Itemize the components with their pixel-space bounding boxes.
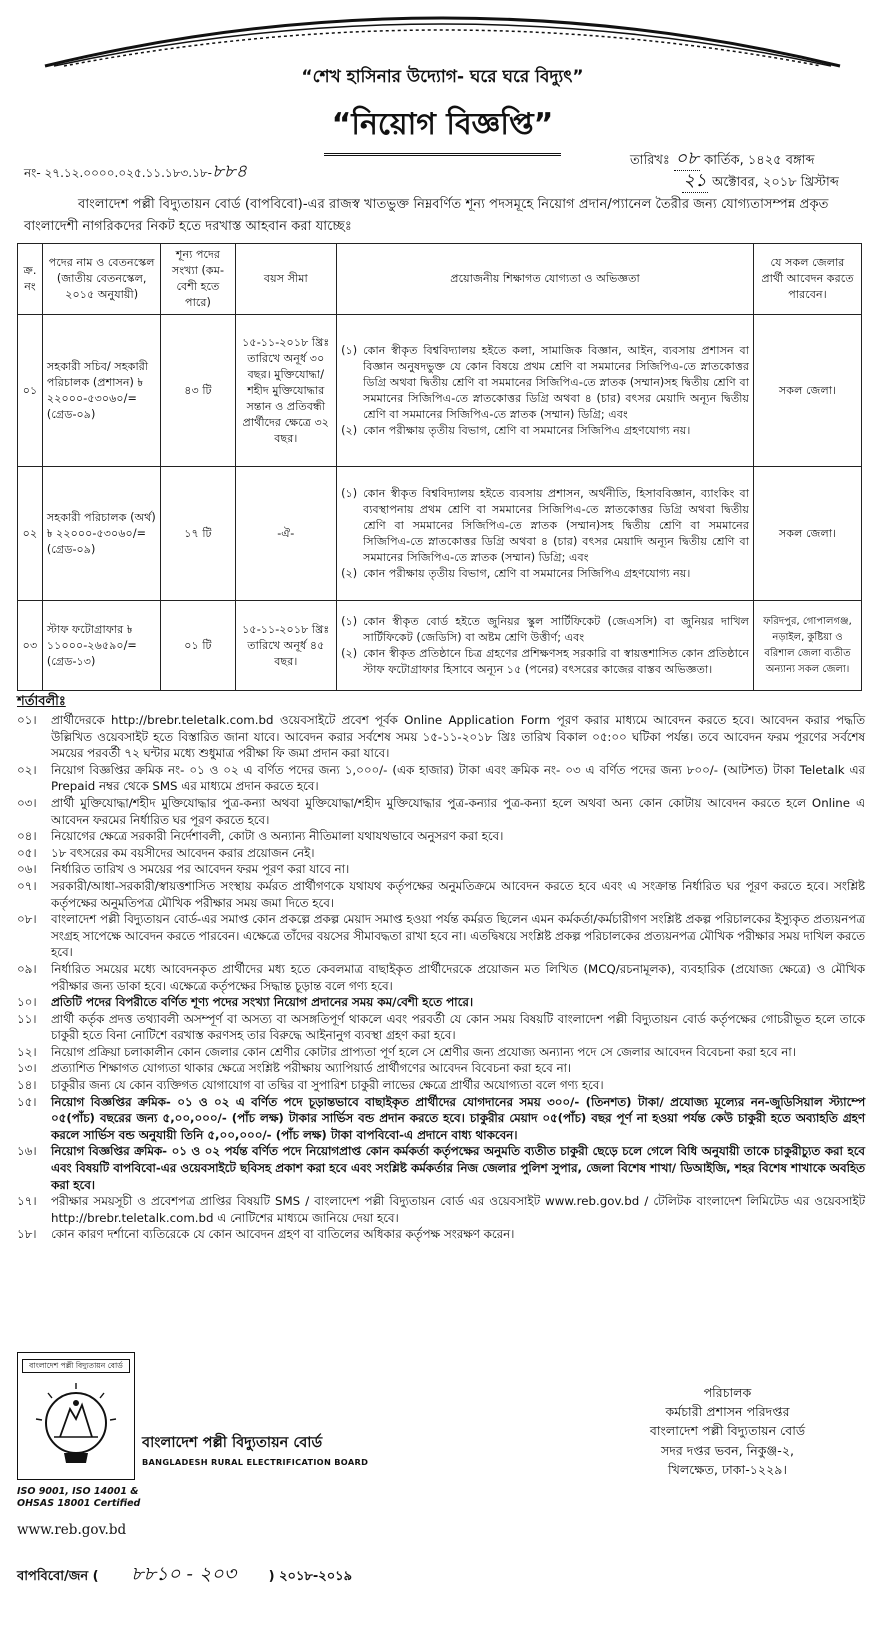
req-number: (১) [341, 343, 358, 357]
list-item [17, 828, 865, 845]
term-text: প্রার্থীদেরকে http://brebr.teletalk.com.bd ওয়েবসাইটে প্রবেশ পূর্বক Online Application Form পূরণ করার মাধ্যমে আবেদন করতে হবে। আবেদন করার পদ্ধতি উল্লিখিত ওয়েবসাইট হতে বিস্তারিত জানা যাবে। আবেদন করার সর্বশেষ সময় ১৫-১১-২০১৮ খ্রিঃ তারিখ বিকাল ০৫:০০ ঘটিকা পর্যন্ত। তবে আবেদন ফরম পূরণের সর্বশেষ সময়ের পরবর্তী ৭২ ঘন্টার মধ্যে শুধুমাত্র পরীক্ষা ফি জমা প্রদান করা যাবে। [51, 713, 865, 761]
logo-label: বাংলাদেশ পল্লী বিদ্যুতায়ন বোর্ড [22, 1359, 130, 1373]
list-item [17, 1060, 865, 1077]
list-item [17, 911, 865, 961]
term-number: ১৭। [17, 1194, 37, 1209]
list-item [17, 845, 865, 862]
term-text: কোন কারণ দর্শানো ব্যতিরেকে যে কোন আবেদন গ্রহণ বা বাতিলের অধিকার কর্তৃপক্ষ সংরক্ষণ করেন। [51, 1227, 515, 1242]
org-name-english: BANGLADESH RURAL ELECTRIFICATION BOARD [142, 1457, 369, 1467]
req-text: কোন স্বীকৃত বিশ্ববিদ্যালয় হইতে কলা, সামাজিক বিজ্ঞান, আইন, ব্যবসায় প্রশাসন বা বিজ্ঞান অনুষদভুক্ত যে কোন বিষয়ে প্রথম শ্রেণি বা সমমানের সিজিপিএ-তে স্নাতকোত্তর ডিগ্রি অথবা দ্বিতীয় শ্রেণি বা সমমানের সিজিপিএ-তে স্নাতক (সম্মান)সহ দ্বিতীয় শ্রেণি বা সমমানের সিজিপিএ-তে স্নাতকোত্তর ডিগ্রি অথবা ৪ (চার) বৎসর মেয়াদি অন্যূন দ্বিতীয় শ্রেণি বা সমমানের সিজিপিএ-তে স্নাতক (সম্মান) ডিগ্রি; এবং [363, 343, 750, 421]
header-districts: যে সকল জেলার প্রার্থী আবেদন করতে পারবেন। [754, 244, 862, 315]
bottom-reference [17, 1560, 352, 1592]
term-number: ০৬। [17, 862, 37, 877]
row-districts: ফরিদপুর, গোপালগঞ্জ, নড়াইল, কুষ্টিয়া ও বরিশাল জেলা ব্যতীত অন্যান্য সকল জেলা। [754, 601, 862, 691]
term-number: ০২। [17, 762, 37, 777]
list-item [17, 1193, 865, 1226]
list-item [17, 878, 865, 911]
list-item [17, 712, 865, 762]
list-item [17, 994, 865, 1011]
bulb-logo-icon [30, 1379, 122, 1471]
row-requirements [337, 467, 754, 601]
req-text: কোন পরীক্ষায় তৃতীয় বিভাগ, শ্রেণি বা সমমানের সিজিপিএ গ্রহণযোগ্য নয়। [363, 566, 691, 580]
term-text: প্রার্থী মুক্তিযোদ্ধা/শহীদ মুক্তিযোদ্ধার পুত্র-কন্যা অথবা মুক্তিযোদ্ধা/শহীদ মুক্তিযোদ্ধার পুত্র-কন্যার পুত্র-কন্যা হলে অথবা অন্য কোন কোটায় আবেদন করতে হলে Online এ আবেদন ফরমের নির্ধারিত ঘর পূরণ করতে হবে। [51, 795, 865, 827]
decorative-arch-border [40, 0, 845, 70]
page-title: “নিয়োগ বিজ্ঞপ্তি” [324, 100, 562, 156]
term-number: ০৫। [17, 845, 37, 860]
term-text: নিয়োগ বিজ্ঞপ্তির ক্রমিক- ০১ ও ০২ পর্যন্ত বর্ণিত পদে নিয়োগপ্রাপ্ত কোন কর্মকর্তা কর্তৃপক্ষের অনুমতি ব্যতীত চাকুরী ছেড়ে চলে গেলে বিধি অনুযায়ী তাকে চাকুরীচ্যুত করা হবে এবং বিষয়টি বাপবিবো-এর ওয়েবসাইটে ছবিসহ প্রকাশ করা হবে এবং সংশ্লিষ্ট কর্মকর্তার নিজ জেলার পুলিশ সুপার, জেলা বিশেষ শাখা/ ডিআইজি, শহর বিশেষ শাখাকে অবহিত করা হবে। [51, 1144, 865, 1192]
header-post: পদের নাম ও বেতনস্কেল (জাতীয় বেতনস্কেল, ২০১৫ অনুযায়ী) [42, 244, 161, 315]
signatory-address-1: সদর দপ্তর ভবন, নিকুঞ্জ-২, [660, 1442, 795, 1458]
term-number: ১৪। [17, 1078, 37, 1093]
req-text: কোন স্বীকৃত বোর্ড হইতে জুনিয়র স্কুল সার্টিফিকেট (জেএসসি) বা জুনিয়র দাখিল সার্টিফিকেট (জেডিসি) বা অষ্টম শ্রেণি উত্তীর্ণ; এবং [363, 614, 750, 644]
row-districts: সকল জেলা। [754, 467, 862, 601]
term-text: প্রত্যাশিত শিক্ষাগত যোগ্যতা থাকার ক্ষেত্রে সংশ্লিষ্ট পরীক্ষায় অ্যাপিয়ার্ড প্রার্থীগণের আবেদন বিবেচনা করা হবে না। [51, 1061, 572, 1076]
term-text: সরকারী/আধা-সরকারী/স্বায়ত্তশাসিত সংস্থায় কর্মরত প্রার্থীগণকে যথাযথ কর্তৃপক্ষের অনুমতিক্রমে আবেদন করতে হবে এবং এ সংক্রান্ত নির্ধারিত ঘর পূরণ করতে হবে। সংশ্লিষ্ট কর্তৃপক্ষের অনুমতিপত্র মৌখিক পরীক্ষার সময় জমা দিতে হবে। [51, 878, 865, 910]
term-number: ১৩। [17, 1061, 37, 1076]
list-item [17, 861, 865, 878]
term-number: ১১। [17, 1011, 37, 1026]
term-text: নির্ধারিত তারিখ ও সময়ের পর আবেদন ফরম পূরণ করা যাবে না। [51, 862, 350, 877]
term-text: নিয়োগ বিজ্ঞপ্তির ক্রমিক নং- ০১ ও ০২ এ বর্ণিত পদের জন্য ১,০০০/- (এক হাজার) টাকা এবং ক্রমিক নং- ০৩ এ বর্ণিত পদের জন্য ৮০০/- (আটশত) টাকা Teletalk এর Prepaid নম্বর থেকে SMS এর মাধ্যমে প্রদান করতে হবে। [51, 762, 865, 794]
req-number: (২) [341, 566, 358, 580]
term-number: ১২। [17, 1044, 37, 1059]
term-text: নিয়োগ বিজ্ঞপ্তির ক্রমিক- ০১ ও ০২ এ বর্ণিত পদে চূড়ান্তভাবে বাছাইকৃত প্রার্থীদের যোগদানের সময় ৩০০/- (তিনশত) টাকা/ প্রযোজ্য মূল্যের নন-জুডিসিয়াল স্ট্যাম্পে ০৫(পাঁচ) বছরের জন্য ৫,০০,০০০/- (পাঁচ লক্ষ) টাকার সার্ভিস বন্ড প্রদান করতে হবে। চাকুরীর মেয়াদ ০৫(পাঁচ) বছর পূর্ণ না হওয়া পর্যন্ত কেউ চাকুরী হতে অব্যাহতি গ্রহণ করলে সার্ভিস বন্ড অনুযায়ী তিনি ৫,০০,০০০/- (পাঁচ লক্ষ) টাকা বাপবিবো-এ প্রদানে বাধ্য থাকবেন। [51, 1094, 865, 1142]
row-post: সহকারী পরিচালক (অর্থ) ৳ ২২০০০-৫৩০৬০/= (গ্রেড-০৯) [42, 467, 161, 601]
row-serial: ০৩ [18, 601, 43, 691]
req-number: (১) [341, 614, 358, 628]
term-number: ১০। [17, 995, 37, 1010]
row-count: ১৭ টি [161, 467, 235, 601]
req-number: (২) [341, 646, 358, 660]
website-url: www.reb.gov.bd [17, 1522, 127, 1538]
term-number: ০৭। [17, 878, 37, 893]
date-block [630, 148, 839, 192]
req-number: (১) [341, 486, 358, 500]
term-text: বাংলাদেশ পল্লী বিদ্যুতায়ন বোর্ড-এর সমাপ্ত কোন প্রকল্পে প্রকল্প মেয়াদ সমাপ্ত হওয়া পর্যন্ত কর্মরত ছিলেন এমন কর্মকর্তা/কর্মচারীগণ সংশ্লিষ্ট প্রকল্প পরিচালকের ইস্যুকৃত প্রত্যয়নপত্র সংগ্রহ সাপেক্ষে আবেদন করতে পারবেন। এক্ষেত্রে তাঁদের বয়সের সীমাবদ্ধতা রাখা হবে না। এতদ্বিষয়ে সংশ্লিষ্ট প্রকল্প পরিচালকের প্রত্যয়নপত্র মৌখিক পরীক্ষার সময় দাখিল করতে হবে। [51, 912, 866, 960]
signature-block [610, 1383, 845, 1479]
bottom-ref-handwritten: ৮৮১০ - ২০৩ [131, 1563, 237, 1585]
list-item [17, 1143, 865, 1193]
term-number: ১৮। [17, 1227, 37, 1242]
bottom-ref-suffix: ) ২০১৮-২০১৯ [268, 1569, 353, 1584]
row-age: ১৫-১১-২০১৮ খ্রিঃ তারিখে অনূর্ধ ৩০ বছর। মুক্তিযোদ্ধা/ শহীদ মুক্তিযোদ্ধার সন্তান ও প্রতিবন্ধী প্রার্থীদের ক্ষেত্রে ৩২ বছর। [235, 315, 337, 467]
list-item [17, 1094, 865, 1144]
row-age: ১৫-১১-২০১৮ খ্রিঃ তারিখে অনূর্ধ ৪৫ বছর। [235, 601, 337, 691]
date-en-rest: অক্টোবর, ২০১৮ খ্রিস্টাব্দ [712, 175, 839, 190]
list-item [17, 795, 865, 828]
table-row [18, 467, 862, 601]
terms-list [17, 712, 865, 1243]
term-text: চাকুরীর জন্য যে কোন ব্যক্তিগত যোগাযোগ বা তদ্বির বা সুপারিশ চাকুরী লাভের ক্ষেত্রে প্রার্থীর অযোগ্যতা বলে গণ্য হবে। [51, 1078, 604, 1093]
row-requirements [337, 315, 754, 467]
signatory-address-2: খিলক্ষেত, ঢাকা-১২২৯। [668, 1461, 787, 1477]
list-item [17, 1077, 865, 1094]
term-number: ০৮। [17, 912, 37, 927]
term-text: প্রতিটি পদের বিপরীতে বর্ণিত শূণ্য পদের সংখ্যা নিয়োগ প্রদানের সময় কম/বেশী হতে পারে। [51, 995, 474, 1010]
term-text: প্রার্থী কর্তৃক প্রদত্ত তথ্যাবলী অসম্পূর্ণ বা অসত্য বা অসঙ্গতিপূর্ণ থাকলে এবং পরবর্তী যে কোন সময় বিষয়টি বাংলাদেশ পল্লী বিদ্যুতায়ন বোর্ড কর্তৃপক্ষের গোচরীভূত হলে তাকে চাকুরী হতে বিনা নোটিশে বরখাস্ত করণসহ তার বিরুদ্ধে আইনানুগ ব্যবস্থা গ্রহণ করা হবে। [51, 1011, 865, 1043]
row-age: -ঐ- [235, 467, 337, 601]
signatory-dept: কর্মচারী প্রশাসন পরিদপ্তর [665, 1404, 790, 1420]
row-post: স্টাফ ফটোগ্রাফার ৳ ১১০০০-২৬৫৯০/= (গ্রেড-১৩) [42, 601, 161, 691]
row-serial: ০২ [18, 467, 43, 601]
req-text: কোন স্বীকৃত প্রতিষ্ঠানে চিত্র গ্রহণের প্রশিক্ষণসহ সরকারি বা স্বায়ত্তশাসিত কোন প্রতিষ্ঠানে স্টাফ ফটোগ্রাফার হিসাবে অন্যূন ১৫ (পনের) বৎসরের কাজের বাস্তব অভিজ্ঞতা। [363, 646, 750, 676]
term-text: নিয়োগ প্রক্রিয়া চলাকালীন কোন জেলার কোন শ্রেণীর কোটার প্রাপ্যতা পূর্ণ হলে সে শ্রেণীর জন্য প্রযোজ্য অন্যান্য পদে সে জেলার আবেদন বিবেচনা করা হবে না। [51, 1044, 796, 1059]
row-districts: সকল জেলা। [754, 315, 862, 467]
row-post: সহকারী সচিব/ সহকারী পরিচালক (প্রশাসন) ৳ ২২০০০-৫৩০৬০/= (গ্রেড-০৯) [42, 315, 161, 467]
iso-certification: ISO 9001, ISO 14001 & OHSAS 18001 Certified [17, 1486, 141, 1509]
req-text: কোন স্বীকৃত বিশ্ববিদ্যালয় হইতে ব্যবসায় প্রশাসন, অর্থনীতি, হিসাববিজ্ঞান, ব্যাংকিং বা ব্যবস্থাপনায় প্রথম শ্রেণি বা সমমানের সিজিপিএ-তে স্নাতকোত্তর ডিগ্রি অথবা দ্বিতীয় শ্রেণি বা সমমানের সিজিপিএ-তে স্নাতক (সম্মান)সহ দ্বিতীয় শ্রেণি বা সমমানের সিজিপিএ-তে স্নাতকোত্তর ডিগ্রি অথবা ৪ (চার) বৎসর মেয়াদি অন্যূন দ্বিতীয় শ্রেণি বা সমমানের সিজিপিএ-তে স্নাতক (সম্মান) ডিগ্রি; এবং [363, 486, 750, 564]
reference-number-handwritten: ৮৮৪ [212, 161, 248, 182]
header-count: শূন্য পদের সংখ্যা (কম-বেশী হতে পারে) [161, 244, 235, 315]
list-item [17, 1226, 865, 1243]
bottom-ref-prefix: বাপবিবো/জন ( [17, 1569, 99, 1584]
header-serial: ক্র. নং [18, 244, 43, 315]
table-row [18, 601, 862, 691]
reb-logo [17, 1352, 135, 1480]
signatory-org: বাংলাদেশ পল্লী বিদ্যুতায়ন বোর্ড [649, 1423, 806, 1439]
table-row [18, 315, 862, 467]
term-number: ০৩। [17, 795, 37, 810]
term-text: পরীক্ষার সময়সূচী ও প্রবেশপত্র প্রাপ্তির বিষয়টি SMS / বাংলাদেশ পল্লী বিদ্যুতায়ন বোর্ড এর ওয়েবসাইট www.reb.gov.bd / টেলিটক বাংলাদেশ লিমিটেড এর ওয়েবসাইট http://brebr.teletalk.com.bd এ নোটিশের মাধ্যমে জানিয়ে দেয়া হবে। [51, 1194, 865, 1225]
list-item [17, 762, 865, 795]
header-age: বয়স সীমা [235, 244, 337, 315]
vacancy-table [17, 243, 862, 691]
term-number: ১৬। [17, 1144, 37, 1159]
term-number: ০৯। [17, 961, 37, 976]
term-text: নির্ধারিত সময়ের মধ্যে আবেদনকৃত প্রার্থীদের মধ্য হতে কেবলমাত্র বাছাইকৃত প্রার্থীদেরকে প্রয়োজন মত লিখিত (MCQ/রচনামূলক), ব্যবহারিক (প্রযোজ্য ক্ষেত্রে) ও মৌখিক পরীক্ষার জন্য ডাকা হবে। এক্ষেত্রে কর্তৃপক্ষের সিদ্ধান্ত চূড়ান্ত বলে গণ্য হবে। [51, 961, 865, 993]
reference-number [24, 157, 247, 188]
slogan: “শেখ হাসিনার উদ্যোগ- ঘরে ঘরে বিদ্যুৎ” [301, 67, 584, 87]
header-requirements: প্রয়োজনীয় শিক্ষাগত যোগ্যতা ও অভিজ্ঞতা [337, 244, 754, 315]
row-requirements [337, 601, 754, 691]
date-label: তারিখঃ [630, 153, 670, 168]
term-text: নিয়োগের ক্ষেত্রে সরকারী নির্দেশাবলী, কোটা ও অন্যান্য নীতিমালা যথাযথভাবে অনুসরণ করা হবে। [51, 829, 504, 844]
date-bn-rest: কার্তিক, ১৪২৫ বঙ্গাব্দ [704, 153, 815, 168]
list-item [17, 1044, 865, 1061]
table-header-row [18, 244, 862, 315]
org-name-bangla: বাংলাদেশ পল্লী বিদ্যুতায়ন বোর্ড [142, 1435, 323, 1451]
term-text: ১৮ বৎসরের কম বয়সীদের আবেদন করার প্রয়োজন নেই। [51, 845, 315, 860]
row-count: ০১ টি [161, 601, 235, 691]
req-number: (২) [341, 423, 358, 437]
row-count: ৪৩ টি [161, 315, 235, 467]
req-text: কোন পরীক্ষায় তৃতীয় বিভাগ, শ্রেণি বা সমমানের সিজিপিএ গ্রহণযোগ্য নয়। [363, 423, 691, 437]
term-number: ০৪। [17, 829, 37, 844]
term-number: ১৫। [17, 1094, 37, 1109]
list-item [17, 1011, 865, 1044]
list-item [17, 961, 865, 994]
date-en-day: ২১ [683, 170, 707, 191]
date-bn-day: ০৮ [675, 148, 699, 169]
term-number: ০১। [17, 713, 37, 727]
signatory-title: পরিচালক [703, 1385, 752, 1400]
reference-number-text: নং- ২৭.১২.০০০০.০২৫.১১.১৮৩.১৮- [24, 166, 213, 180]
row-serial: ০১ [18, 315, 43, 467]
intro-paragraph: বাংলাদেশ পল্লী বিদ্যুতায়ন বোর্ড (বাপবিবো)-এর রাজস্ব খাতভুক্ত নিম্নবর্ণিত শূন্য পদসমূহে নিয়োগ প্রদান/প্যানেল তৈরীর জন্য যোগ্যতাসম্পন্ন প্রকৃত বাংলাদেশী নাগরিকদের নিকট হতে দরখাস্ত আহবান করা যাচ্ছেঃ [24, 197, 829, 234]
terms-heading: শর্তাবলীঃ [17, 694, 66, 709]
